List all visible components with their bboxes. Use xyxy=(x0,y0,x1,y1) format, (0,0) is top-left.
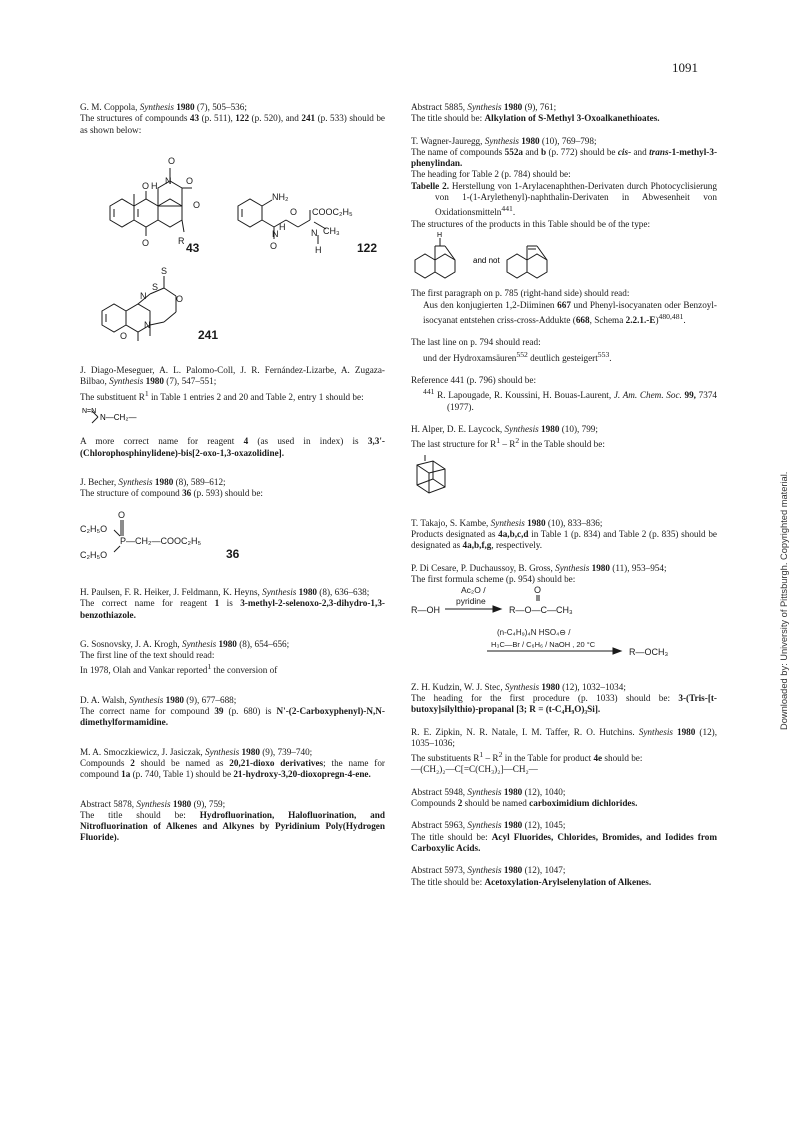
page-number: 1091 xyxy=(672,60,698,75)
svg-text:H₃C—Br / C₆H₆ / NaOH , 20 °C: H₃C—Br / C₆H₆ / NaOH , 20 °C xyxy=(491,640,596,650)
svg-text:R—O—C—CH₃: R—O—C—CH₃ xyxy=(509,605,573,616)
svg-text:pyridine: pyridine xyxy=(456,596,486,607)
erratum-smoczkiewicz: M. A. Smoczkiewicz, J. Jasiczak, Synthesis 1980 (9), 739–740; Compounds 2 should be named as 20,21-dioxo derivatives; the name for compound 1a (p. 740, Table 1) should be 21-hydroxy-3,20-dioxopregn-4-ene. xyxy=(80,746,385,780)
erratum-zipkin: R. E. Zipkin, N. R. Natale, I. M. Taffer, R. O. Hutchins. Synthesis 1980 (12), 1035–1036; The substituents $R^1 - R^2$ in the Table for product 4e should be: —(CH₂)₂—C[=C(CH₃)₂]—CH₂— xyxy=(411,726,718,775)
download-notice: Downloaded by: University of Pittsburgh. Copyrighted material. xyxy=(779,471,789,730)
erratum-abstract-5973: Abstract 5973, Synthesis 1980 (12), 1047; The title should be: Acetoxylation-Arylselenylation of Alkenes. xyxy=(411,865,652,887)
erratum-abstract-5963: Abstract 5963, Synthesis 1980 (12), 1045; The title should be: Acyl Fluorides, Chlorides, Bromides, and Iodides from Carboxylic Acids. xyxy=(411,820,717,853)
svg-text:CH₃: CH₃ xyxy=(323,225,340,236)
erratum-di-cesare: P. Di Cesare, P. Duchaussoy, B. Gross, Synthesis 1980 (11), 953–954; The first formula scheme (p. 954) should be: Ac₂O / pyridine R—OH O R—O—C—CH₃ (n-C₄H₉)₄N HSO₄⊖ / H₃C—Br / C₆H₆ / NaOH , 20 °C R—OCH₃ xyxy=(411,563,717,671)
adamantyl-structure xyxy=(411,451,471,501)
left-column xyxy=(80,102,385,855)
substituent-r1-structure xyxy=(80,403,200,433)
structure-36 xyxy=(80,500,385,570)
erratum-abstract-5878: Abstract 5878, Synthesis 1980 (9), 759; The title should be: Hydrofluorination, Halofluorination, and Nitrofluorination of Alkenes and Alkynes by Pyridinium Poly(Hydrogen Fluoride). xyxy=(80,798,385,843)
compound-241-label: 241 xyxy=(198,327,219,341)
erratum-alper: H. Alper, D. E. Laycock, Synthesis 1980 (10), 799; The last structure for $R^1 - R^2$ in the Table should be: xyxy=(411,424,717,504)
erratum-diago-meseguer: J. Diago-Meseguer, A. L. Palomo-Coll, J. R. Fernández-Lizarbe, A. Zugaza-Bilbao, Synthesis 1980 (7), 547–551; The substituent $R^1$ in Table 1 entries 2 and 20 and Table 2, entry 1 should be: N=N N—CH₂— A more correct name for reagent 4 (as used in index) is 3,3'-(Chlorophosphinylidene)-bis[2-oxo-1,3-oxazolidine]. xyxy=(80,365,385,458)
svg-text:N: N xyxy=(311,227,318,238)
acenaphthene-structures xyxy=(411,230,717,285)
erratum-coppola xyxy=(80,102,385,354)
svg-text:H: H xyxy=(315,244,322,255)
svg-text:(n-C₄H₉)₄N HSO₄⊖ /: (n-C₄H₉)₄N HSO₄⊖ / xyxy=(497,628,571,638)
svg-text:O: O xyxy=(534,585,542,596)
svg-text:N—CH₂—: N—CH₂— xyxy=(100,413,137,423)
svg-text:O: O xyxy=(176,293,184,304)
svg-text:O: O xyxy=(186,175,194,186)
right-column xyxy=(411,102,717,899)
erratum-paulsen: H. Paulsen, F. R. Heiker, J. Feldmann, K. Heyns, Synthesis 1980 (8), 636–638; The correct name for reagent 1 is 3-methyl-2-selenoxo-2,3-dihydro-1,3-benzothiazole. xyxy=(80,586,385,620)
erratum-takajo: T. Takajo, S. Kambe, Synthesis 1980 (10), 833–836; Products designated as 4a,b,c,d in Table 1 (p. 834) and Table 2 (p. 835) should be designated as 4a,b,f,g, respectively. xyxy=(411,517,717,551)
compound-122-atoms xyxy=(270,192,377,255)
svg-text:NH₂: NH₂ xyxy=(272,191,289,202)
erratum-wagner-jauregg: T. Wagner-Jauregg, Synthesis 1980 (10), 769–798; The name of compounds 552a and b (p. 772) should be cis- and trans-1-methyl-3-phenylindan. The heading for Table 2 (p. 784) should be: Tabelle 2. Herstellung von 1-Arylacenaphthen-Derivaten durch Photocyclisierung von 1-(1-Arylethenyl)-naphthalin-Derivaten in Abwesenheit von Oxidationsmitteln$^{441}$. The structures of the products in this Table should be of the type: H and not The first paragraph on p. 785 (right-hand side) should read: Aus den konjugierten 1,2-Diiminen 667 und Phenyl-isocyanaten oder Benzoyl-isocyanat entstehen criss-cross-Addukte (668, Schema 2.2.1.-E)$^{480,481}$. The last line on p. 794 should read: und der Hydroxamsäuren$^{552}$ deutlich gesteigert$^{553}$. Reference 441 (p. 796) should be: $^{441}$ R. Lapougade, R. Koussini, H. Bouas-Laurent, J. Am. Chem. Soc. 99, 7374 (1977). xyxy=(411,135,718,412)
svg-text:H: H xyxy=(279,221,286,232)
svg-text:COOC₂H₅: COOC₂H₅ xyxy=(312,206,353,217)
svg-text:N: N xyxy=(165,175,172,186)
svg-text:C₂H₅O: C₂H₅O xyxy=(80,549,108,560)
svg-text:C₂H₅O: C₂H₅O xyxy=(80,523,108,534)
svg-text:H: H xyxy=(151,180,158,191)
svg-text:O: O xyxy=(142,180,150,191)
compound-36-label: 36 xyxy=(226,546,240,561)
citation: G. M. Coppola, Synthesis 1980 (7), 505–536; The structures of compounds 43 (p. 511), 122 (p. 520), and 241 (p. 533) should be as shown below: xyxy=(80,102,385,135)
svg-text:R: R xyxy=(178,235,185,246)
svg-text:N: N xyxy=(140,290,147,301)
erratum-sosnovsky: G. Sosnovsky, J. A. Krogh, Synthesis 1980 (8), 654–656; The first line of the text should read: In 1978, Olah and Vankar reported$^1$ the conversion of xyxy=(80,638,290,676)
svg-text:N=N: N=N xyxy=(82,408,97,416)
erratum-abstract-5948: Abstract 5948, Synthesis 1980 (12), 1040; Compounds 2 should be named carboximidium dichlorides. xyxy=(411,786,638,809)
svg-text:O: O xyxy=(270,240,278,251)
svg-text:O: O xyxy=(120,330,128,341)
erratum-kudzin: Z. H. Kudzin, W. J. Stec, Synthesis 1980 (12), 1032–1034; The heading for the first procedure (p. 1033) should be: 3-(Tris-[t-butoxy]silylthio)-propanal [3; R = (t-C₄H₉O)₃Si]. xyxy=(411,681,717,715)
svg-text:R—OH: R—OH xyxy=(411,605,440,616)
svg-text:O: O xyxy=(168,155,176,166)
svg-text:Ac₂O /: Ac₂O / xyxy=(461,585,486,596)
svg-text:H: H xyxy=(437,232,443,240)
svg-text:N: N xyxy=(272,228,279,239)
svg-text:S: S xyxy=(161,265,168,276)
svg-text:O: O xyxy=(193,199,201,210)
erratum-abstract-5885: Abstract 5885, Synthesis 1980 (9), 761; The title should be: Alkylation of S-Methyl 3-Oxoalkanethioates. xyxy=(411,102,660,124)
svg-text:R—OCH₃: R—OCH₃ xyxy=(629,647,669,658)
svg-text:P—CH₂—COOC₂H₅: P—CH₂—COOC₂H₅ xyxy=(120,535,202,546)
formula-scheme xyxy=(411,585,717,667)
erratum-walsh: D. A. Walsh, Synthesis 1980 (9), 677–688; The correct name for compound 39 (p. 680) is N'-(2-Carboxyphenyl)-N,N-dimethylformamidine. xyxy=(80,694,385,728)
svg-text:O: O xyxy=(142,237,150,248)
svg-text:N: N xyxy=(144,319,151,330)
erratum-becher: J. Becher, Synthesis 1980 (8), 589–612; The structure of compound 36 (p. 593) should be: O C₂H₅O P—CH₂—COOC₂H₅ C₂H₅O 36 xyxy=(80,477,385,573)
svg-text:S: S xyxy=(152,281,159,292)
svg-text:O: O xyxy=(118,509,126,520)
structures-43-122-241 xyxy=(80,136,385,341)
compound-43-label: 43 xyxy=(186,240,200,255)
and-not-label: and not xyxy=(473,256,500,266)
compound-122-label: 122 xyxy=(357,240,378,255)
svg-text:O: O xyxy=(290,206,298,217)
